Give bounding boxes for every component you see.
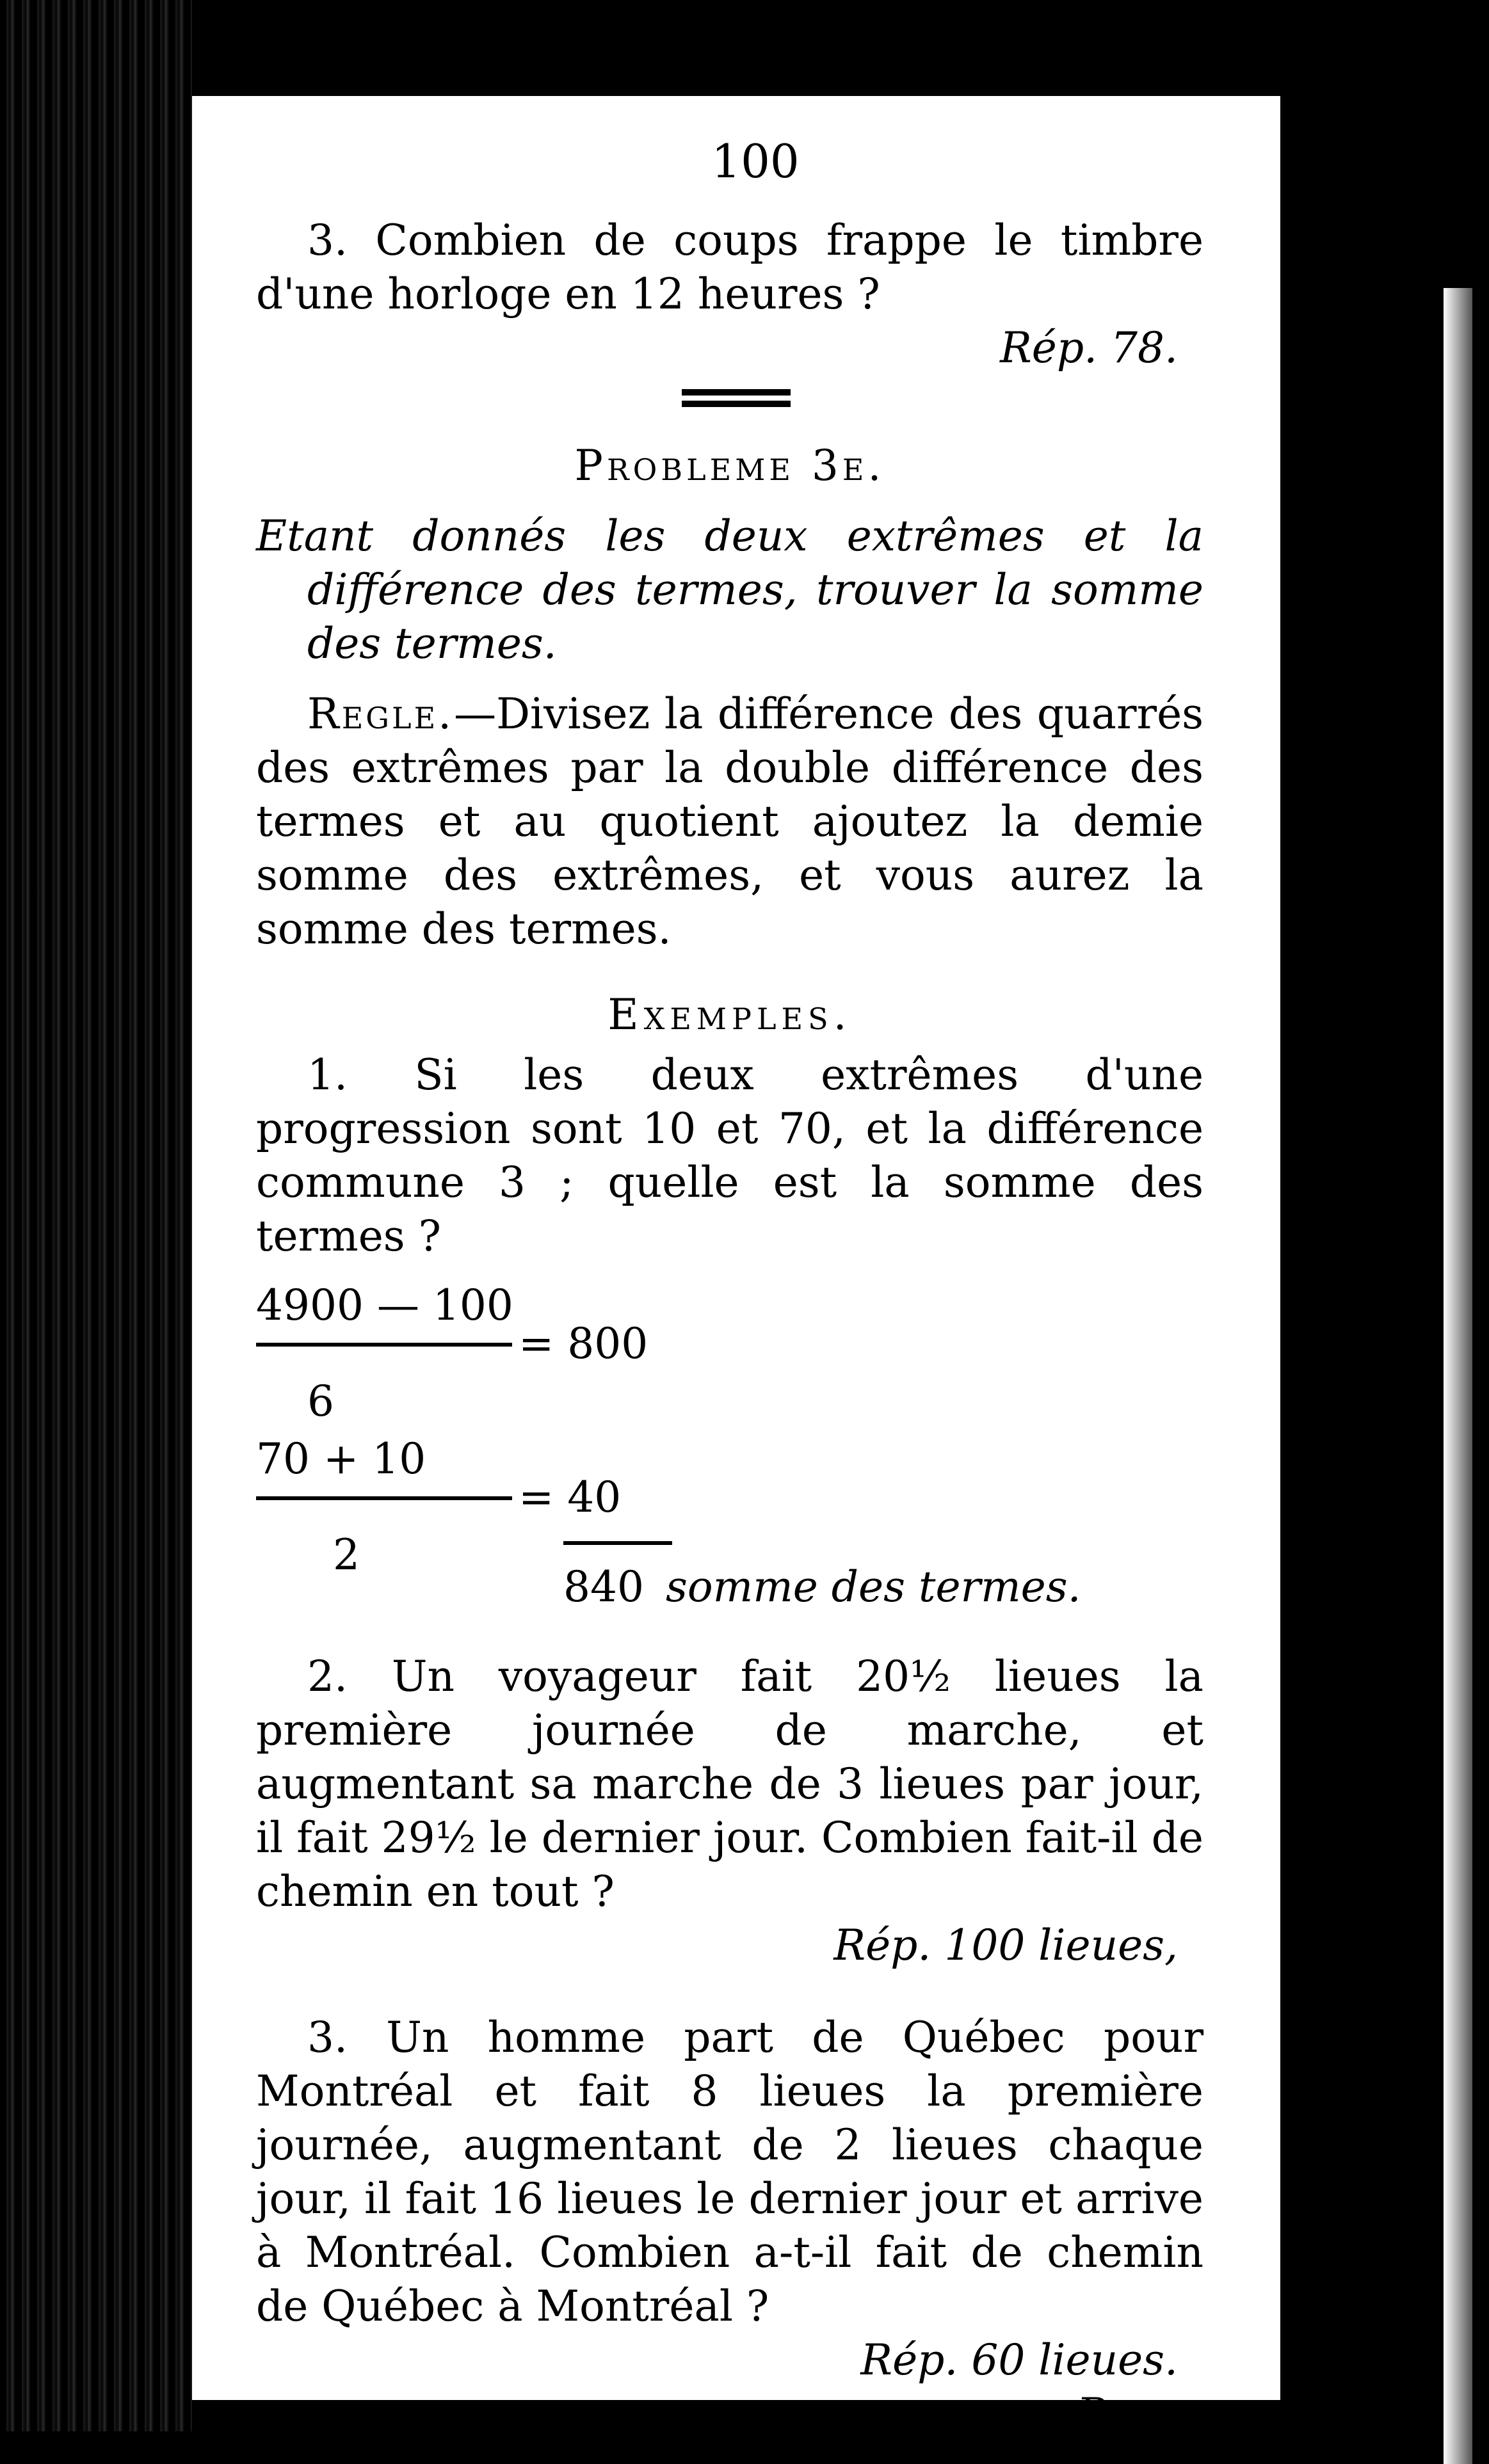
example-3-answer: Rép. 60 lieues.: [860, 2335, 1178, 2385]
calc-denominator-1: 6: [307, 1377, 334, 1426]
example-3-text: 3. Un homme part de Québec pour Montréal et fait 8 lieues la première journée, augmentant de 2 lieues chaque jour, il fait 16 lieues le dernier jour et arrive à Montréal. Combien a-t-il fait de chemin de Québec à Montréal ?: [256, 2013, 1203, 2331]
calc-numerator-1: 4900 — 100: [256, 1281, 513, 1330]
calc-result-1: = 800: [519, 1319, 648, 1368]
calc-result-2: = 40: [519, 1473, 622, 1522]
problem-title: Probleme 3e.: [574, 441, 885, 490]
examples-title: Exemples.: [608, 990, 852, 1039]
problem-rule: [256, 687, 1203, 956]
question-3-text: 3. Combien de coups frappe le timbre d'une horloge en 12 heures ?: [256, 216, 1203, 319]
example-1-text: 1. Si les deux extrêmes d'une progression sont 10 et 70, et la différence commune 3 ; quelle est la somme des termes ?: [256, 1050, 1203, 1261]
catchword: Pro.: [1079, 2389, 1178, 2438]
calc-total: 840: [563, 1562, 644, 1612]
question-3-answer: Rép. 78.: [1000, 323, 1178, 372]
example-1-calculation: [256, 1279, 1203, 1765]
book-page: [192, 96, 1280, 2438]
double-rule-divider: [682, 389, 791, 407]
fraction-bar-1: [256, 1343, 512, 1347]
page-number: 100: [711, 134, 800, 188]
page-curl-shadow: [1444, 288, 1472, 2464]
example-2-text: 2. Un voyageur fait 20½ lieues la première journée de marche, et augmentant sa marche de 3 lieues par jour, il fait 29½ le dernier jour. Combien fait-il de chemin en tout ?: [256, 1652, 1203, 1916]
sum-bar: [563, 1541, 672, 1545]
rule-label: Regle.: [307, 689, 455, 739]
fraction-bar-2: [256, 1496, 512, 1500]
rule-text: —Divisez la différence des quarrés des extrêmes par la double différence des termes et au quotient ajoutez la demie somme des extrêmes, et vous aurez la somme des termes.: [256, 689, 1203, 954]
book-binding: [0, 0, 192, 2431]
problem-statement: Etant donnés les deux extrêmes et la différence des termes, trouver la somme des termes.: [256, 511, 1203, 668]
calc-total-label: somme des termes.: [666, 1562, 1081, 1612]
example-2-answer: Rép. 100 lieues,: [833, 1921, 1178, 1970]
calc-denominator-2: 2: [333, 1530, 360, 1580]
page-content: [256, 134, 1203, 2441]
calc-numerator-2: 70 + 10: [256, 1434, 426, 1484]
